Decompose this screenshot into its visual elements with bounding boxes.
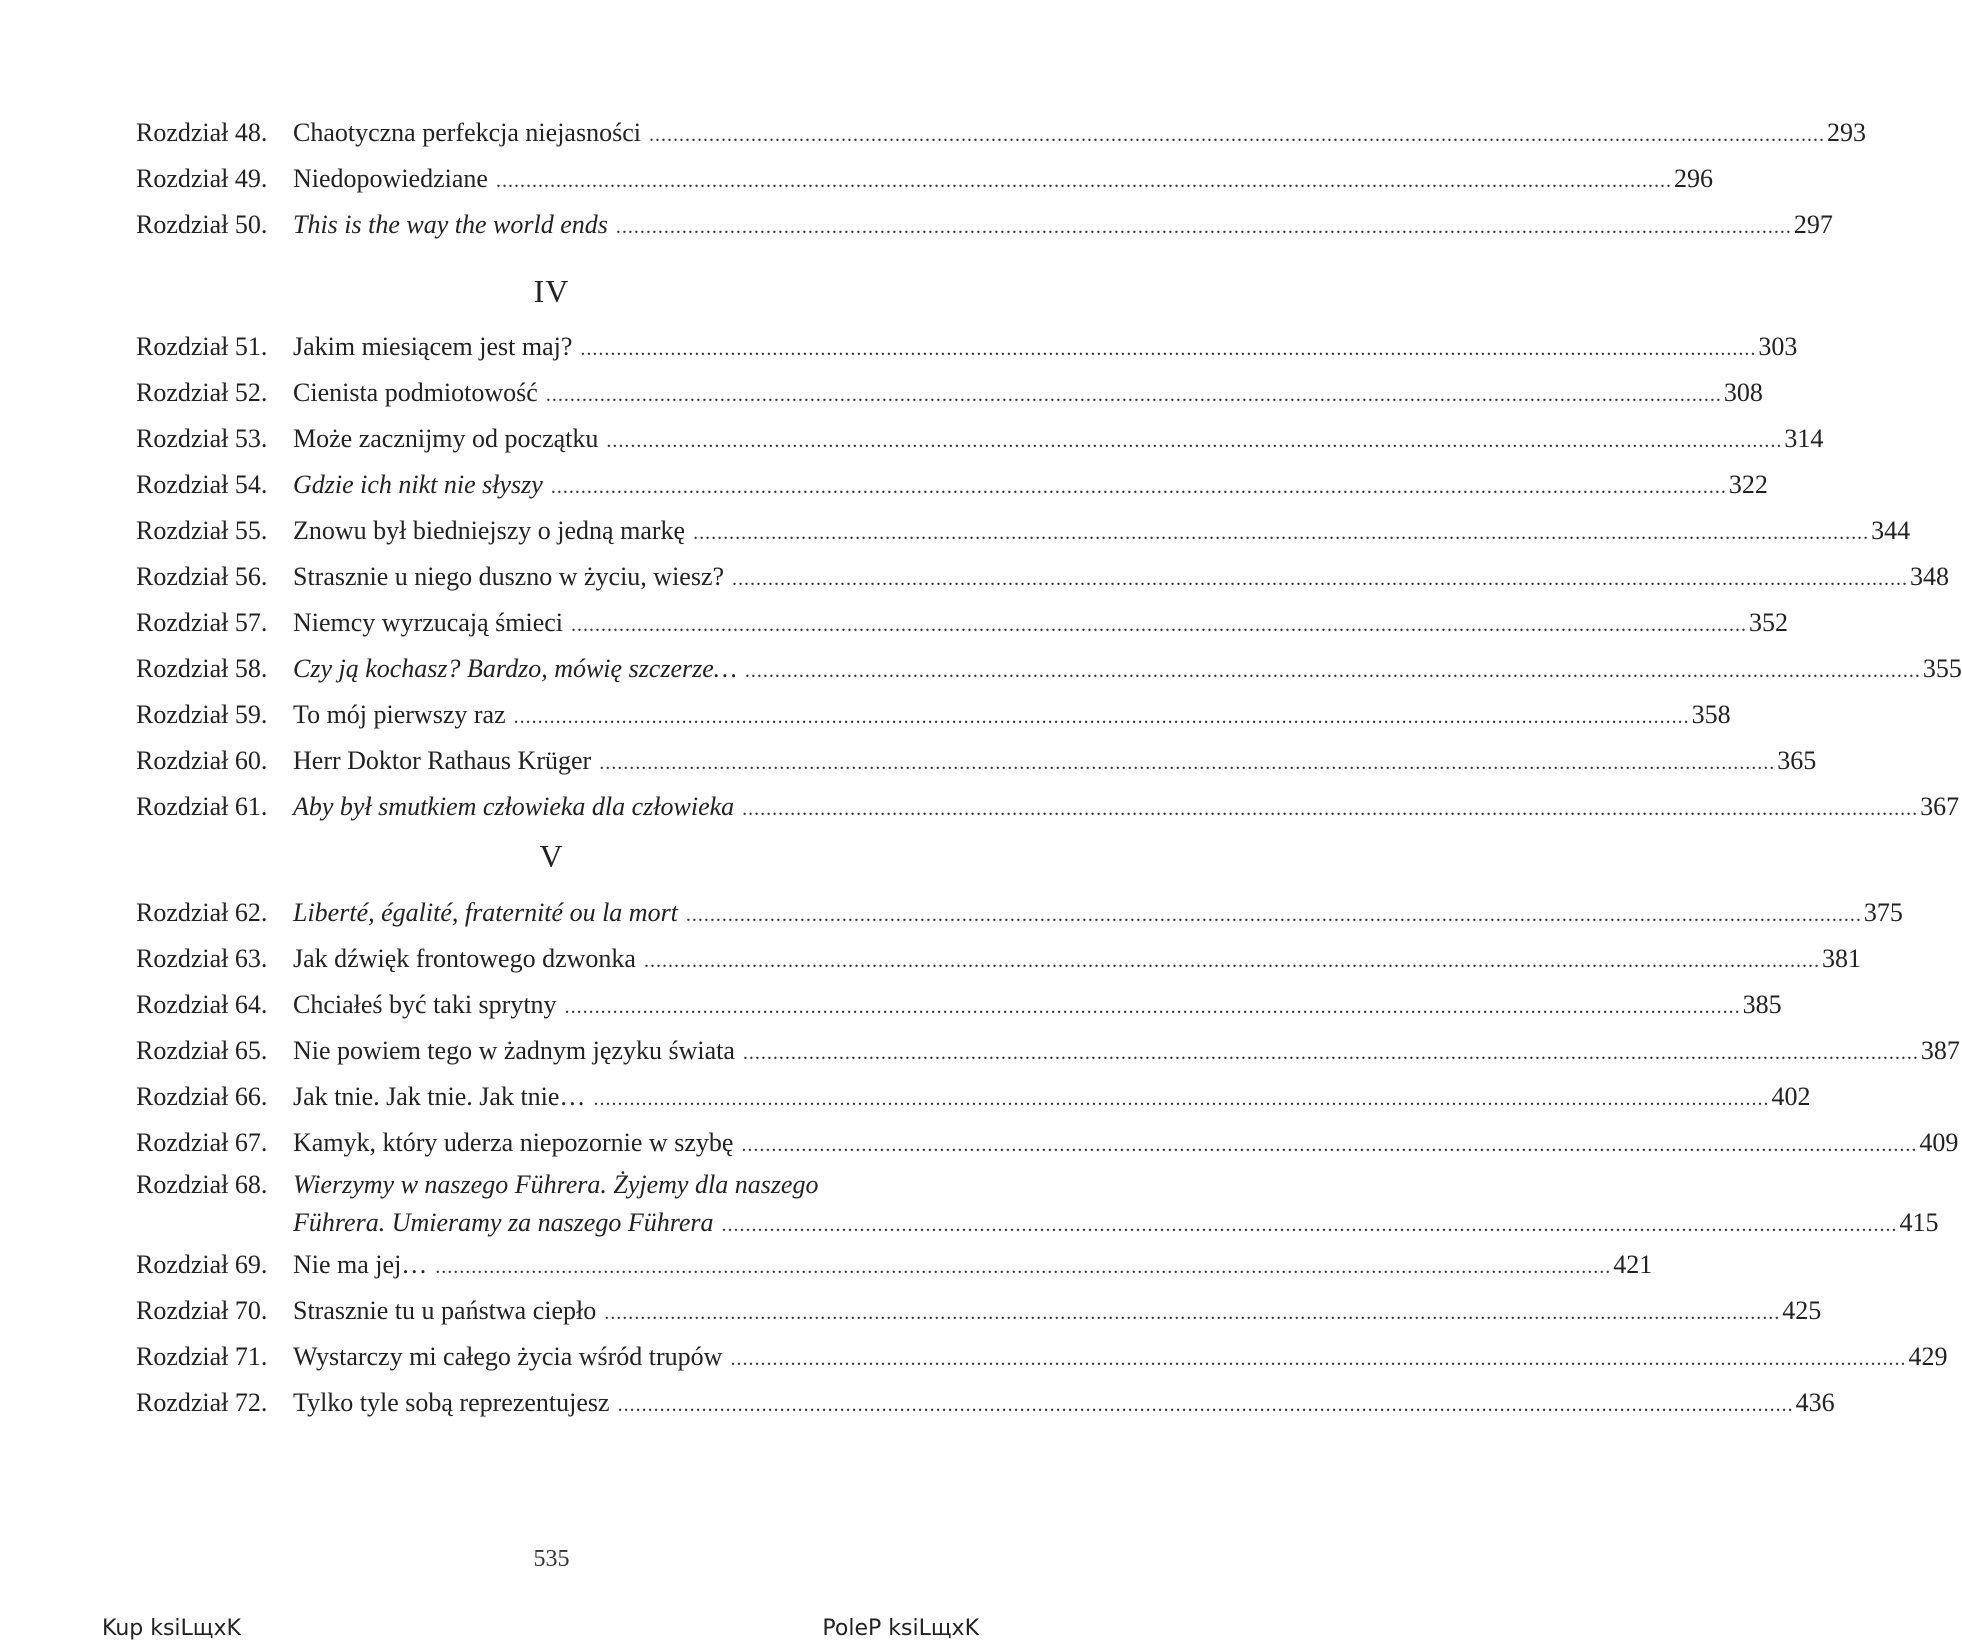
- chapter-page-number: 365: [1777, 746, 1817, 775]
- chapter-label: Rozdział 59.: [136, 700, 268, 729]
- dot-leader: [565, 984, 1741, 1030]
- chapter-title: Chaotyczna perfekcja niejasności: [293, 118, 641, 147]
- chapter-title-line-2: Führera. Umieramy za naszego Führera: [293, 1208, 714, 1237]
- chapter-page-number: 348: [1910, 562, 1950, 591]
- chapter-title: Aby był smutkiem człowieka dla człowieka: [293, 792, 735, 821]
- chapter-label: Rozdział 71.: [136, 1342, 268, 1371]
- dot-leader: [745, 648, 1921, 694]
- dot-leader: [686, 892, 1862, 938]
- chapter-page-number: 293: [1826, 118, 1866, 147]
- toc-entry[interactable]: [136, 738, 1817, 784]
- dot-leader: [730, 1336, 1906, 1382]
- chapter-page-number: 425: [1782, 1296, 1822, 1325]
- chapter-label: Rozdział 65.: [136, 1036, 268, 1065]
- toc-entry[interactable]: [136, 156, 1713, 202]
- chapter-page-number: 358: [1691, 700, 1731, 729]
- toc-entry[interactable]: [136, 1120, 1959, 1166]
- toc-entry[interactable]: [136, 554, 1950, 600]
- chapter-title: Kamyk, który uderza niepozornie w szybę: [293, 1128, 734, 1157]
- chapter-title: Strasznie tu u państwa ciepło: [293, 1296, 597, 1325]
- chapter-page-number: 297: [1793, 210, 1833, 239]
- chapter-label: Rozdział 48.: [136, 118, 268, 147]
- toc-entry[interactable]: [136, 1028, 1960, 1074]
- dot-leader: [604, 1290, 1780, 1336]
- toc-entry[interactable]: [136, 1074, 1811, 1120]
- dot-leader: [741, 1122, 1917, 1168]
- dot-leader: [546, 372, 1722, 418]
- dot-leader: [551, 464, 1727, 510]
- chapter-page-number: 429: [1908, 1342, 1948, 1371]
- chapter-label: Rozdział 67.: [136, 1128, 268, 1157]
- chapter-title: Strasznie u niego duszno w życiu, wiesz?: [293, 562, 725, 591]
- chapter-title: Chciałeś być taki sprytny: [293, 990, 557, 1019]
- chapter-page-number: 344: [1871, 516, 1911, 545]
- chapter-label: Rozdział 60.: [136, 746, 268, 775]
- chapter-title-line-1: Wierzymy w naszego Führera. Żyjemy dla naszego: [293, 1170, 819, 1199]
- dot-leader: [616, 204, 1792, 250]
- chapter-title: To mój pierwszy raz: [293, 700, 506, 729]
- chapter-title: Jak dźwięk frontowego dzwonka: [293, 944, 636, 973]
- toc-entry[interactable]: [136, 646, 1962, 692]
- chapter-title: Cienista podmiotowość: [293, 378, 538, 407]
- chapter-title: Może zacznijmy od początku: [293, 424, 599, 453]
- chapter-label: Rozdział 64.: [136, 990, 268, 1019]
- chapter-title: Czy ją kochasz? Bardzo, mówię szczerze…: [293, 654, 737, 683]
- chapter-title: Nie powiem tego w żadnym języku świata: [293, 1036, 735, 1065]
- chapter-label: Rozdział 61.: [136, 792, 268, 821]
- chapter-title: Jakim miesiącem jest maj?: [293, 332, 573, 361]
- chapter-title: Liberté, égalité, fraternité ou la mort: [293, 898, 678, 927]
- section-heading-v: V: [539, 838, 564, 874]
- chapter-page-number: 296: [1673, 164, 1713, 193]
- toc-entry[interactable]: [136, 936, 1861, 982]
- dot-leader: [435, 1244, 1611, 1290]
- chapter-title: Gdzie ich nikt nie słyszy: [293, 470, 543, 499]
- chapter-page-number: 352: [1749, 608, 1788, 637]
- toc-group-4: [136, 1242, 1948, 1426]
- chapter-title: Niedopowiedziane: [293, 164, 488, 193]
- chapter-page-number: 421: [1613, 1250, 1653, 1279]
- dot-leader: [743, 1030, 1919, 1076]
- chapter-title: Herr Doktor Rathaus Krüger: [293, 746, 592, 775]
- toc-entry[interactable]: [136, 110, 1866, 156]
- chapter-page-number: 415: [1899, 1208, 1939, 1237]
- chapter-label: Rozdział 51.: [136, 332, 268, 361]
- dot-leader: [742, 786, 1918, 832]
- chapter-title-line-2-row: [293, 1204, 1955, 1244]
- section-heading-iv: IV: [533, 273, 570, 309]
- chapter-label: Rozdział 56.: [136, 562, 268, 591]
- toc-entry[interactable]: [136, 784, 1960, 830]
- toc-group-3: [136, 890, 1960, 1166]
- chapter-label: Rozdział 50.: [136, 210, 268, 239]
- chapter-page-number: 409: [1919, 1128, 1959, 1157]
- toc-entry[interactable]: [136, 1288, 1822, 1334]
- toc-entry[interactable]: [136, 1242, 1653, 1288]
- chapter-page-number: 314: [1784, 424, 1824, 453]
- chapter-page-number: 387: [1920, 1036, 1960, 1065]
- toc-entry[interactable]: [136, 890, 1903, 936]
- chapter-title: This is the way the world ends: [293, 210, 608, 239]
- dot-leader: [732, 556, 1908, 602]
- chapter-title: Znowu był biedniejszy o jedną markę: [293, 516, 686, 545]
- chapter-title: Wystarczy mi całego życia wśród trupów: [293, 1342, 723, 1371]
- dot-leader: [514, 694, 1690, 740]
- chapter-title: Nie ma jej…: [293, 1250, 428, 1279]
- chapter-label: Rozdział 57.: [136, 608, 268, 637]
- toc-entry[interactable]: [136, 692, 1731, 738]
- chapter-label: Rozdział 70.: [136, 1296, 268, 1325]
- toc-entry[interactable]: [136, 1334, 1948, 1380]
- toc-entry[interactable]: [136, 982, 1782, 1028]
- chapter-label: Rozdział 49.: [136, 164, 268, 193]
- chapter-page-number: 322: [1728, 470, 1768, 499]
- chapter-label: Rozdział 58.: [136, 654, 268, 683]
- toc-entry[interactable]: [136, 462, 1768, 508]
- chapter-label: Rozdział 53.: [136, 424, 268, 453]
- chapter-page-number: 308: [1723, 378, 1763, 407]
- chapter-page-number: 367: [1920, 792, 1960, 821]
- dot-leader: [593, 1076, 1769, 1122]
- toc-entry[interactable]: [136, 600, 1788, 646]
- buy-book-link[interactable]: Kup ksiLщxK: [102, 1616, 241, 1641]
- toc-entry[interactable]: [136, 508, 1911, 554]
- chapter-page-number: 385: [1742, 990, 1782, 1019]
- chapter-page-number: 355: [1922, 654, 1962, 683]
- chapter-label: Rozdział 63.: [136, 944, 268, 973]
- rate-book-link[interactable]: PoleP ksiLщxK: [822, 1616, 979, 1641]
- dot-leader: [618, 1382, 1794, 1428]
- toc-entry[interactable]: [136, 324, 1798, 370]
- toc-group-1: [136, 110, 1866, 248]
- chapter-label: Rozdział 68.: [136, 1170, 268, 1199]
- chapter-title: Niemcy wyrzucają śmieci: [293, 608, 563, 637]
- toc-entry-68[interactable]: [136, 1166, 1939, 1242]
- toc-group-2: [136, 324, 1962, 830]
- dot-leader: [693, 510, 1869, 556]
- chapter-label: Rozdział 55.: [136, 516, 268, 545]
- dot-leader: [722, 1206, 1898, 1244]
- dot-leader: [644, 938, 1820, 984]
- chapter-label: Rozdział 66.: [136, 1082, 268, 1111]
- toc-entry[interactable]: [136, 370, 1763, 416]
- dot-leader: [496, 158, 1672, 204]
- chapter-page-number: 303: [1758, 332, 1798, 361]
- dot-leader: [606, 418, 1782, 464]
- chapter-page-number: 381: [1821, 944, 1861, 973]
- chapter-label: Rozdział 54.: [136, 470, 268, 499]
- dot-leader: [571, 602, 1747, 648]
- toc-group-68: [136, 1166, 1939, 1242]
- chapter-page-number: 402: [1771, 1082, 1811, 1111]
- chapter-title: Jak tnie. Jak tnie. Jak tnie…: [293, 1082, 586, 1111]
- dot-leader: [599, 740, 1775, 786]
- chapter-page-number: 375: [1863, 898, 1903, 927]
- chapter-label: Rozdział 72.: [136, 1388, 268, 1417]
- chapter-title-lines: [293, 1166, 1955, 1244]
- chapter-label: Rozdział 69.: [136, 1250, 268, 1279]
- page-number: 535: [533, 1546, 570, 1572]
- toc-entry[interactable]: [136, 1380, 1835, 1426]
- chapter-title: Tylko tyle sobą reprezentujesz: [293, 1388, 610, 1417]
- dot-leader: [580, 326, 1756, 372]
- chapter-label: Rozdział 62.: [136, 898, 268, 927]
- dot-leader: [649, 112, 1825, 158]
- chapter-label: Rozdział 52.: [136, 378, 268, 407]
- toc-entry[interactable]: [136, 202, 1833, 248]
- toc-entry[interactable]: [136, 416, 1824, 462]
- chapter-page-number: 436: [1795, 1388, 1835, 1417]
